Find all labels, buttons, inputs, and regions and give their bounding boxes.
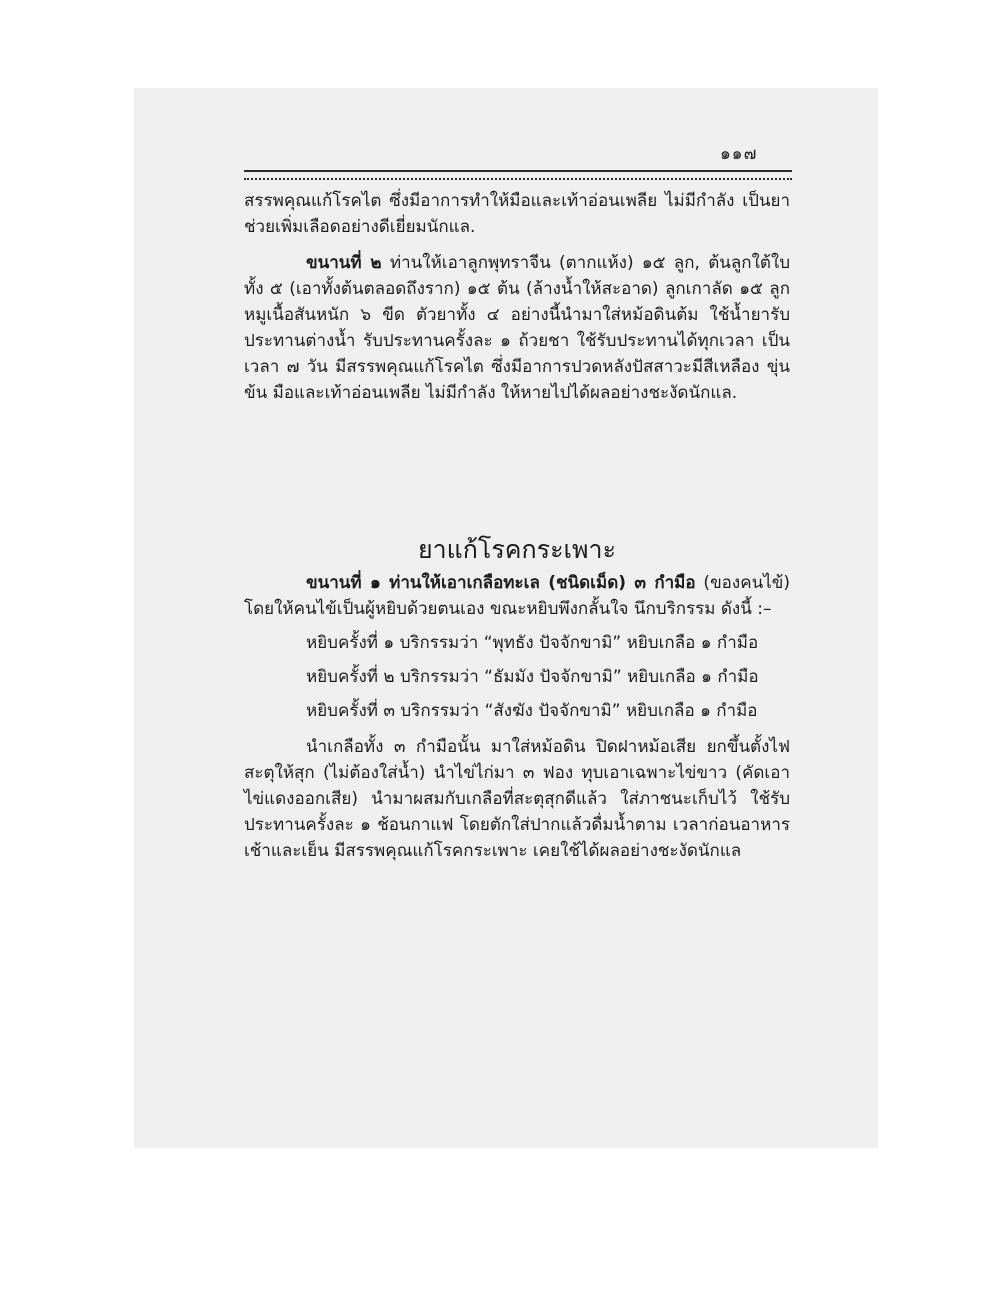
header-rule [244,170,792,180]
stomach-remedy-paragraph-2: นำเกลือทั้ง ๓ กำมือนั้น มาใส่หม้อดิน ปิดฝาหม้อเสีย ยกขึ้นตั้งไฟสะตุให้สุก (ไม่ต้องใส่น้ำ) นำไข่ไก่มา ๓ ฟอง ทุบเอาเฉพาะไข่ขาว (คัดเอาไข่แดงออกเสีย) นำมาผสมกับเกลือที่สะตุสุกดีแล้ว ใส่ภาชนะเก็บไว้ ใช้รับประทานครั้งละ ๑ ช้อนกาแฟ โดยตักใส่ปากแล้วดื่มน้ำตาม เวลาก่อนอาหารเช้าและเย็น มีสรรพคุณแก้โรคกระเพาะ เคยใช้ได้ผลอย่างชะงัดนักแล [244,737,790,861]
step-2: หยิบครั้งที่ ๒ บริกรรมว่า “ธัมมัง ปัจจักขามิ” หยิบเกลือ ๑ กำมือ [306,667,759,687]
recipe-number-label: ขนานที่ ๑ [306,573,381,593]
recipe-number-label: ขนานที่ ๒ [306,253,382,273]
stomach-remedy-section [244,570,790,864]
stomach-remedy-paragraph-1 [244,570,790,622]
recipe-1-ingredients: ท่านให้เอาเกลือทะเล (ชนิดเม็ด) ๓ กำมือ [380,573,696,593]
step-3: หยิบครั้งที่ ๓ บริกรรมว่า “สังฆัง ปัจจักขามิ” หยิบเกลือ ๑ กำมือ [306,701,758,721]
recipe-1-text: (ของคนไข้) โดยให้คนไข้เป็นผู้หยิบด้วยตนเอง ขณะหยิบพึงกลั้นใจ นึกบริกรรม ดังนี้ :– [244,573,790,619]
section-heading: ยาแก้โรคกระเพาะ [418,535,616,564]
kidney-remedy-paragraph-2 [244,250,790,406]
step-1: หยิบครั้งที่ ๑ บริกรรมว่า “พุทธัง ปัจจักขามิ” หยิบเกลือ ๑ กำมือ [306,633,759,653]
kidney-remedy-section [244,188,790,406]
recipe-2-text: ท่านให้เอาลูกพุทราจีน (ตากแห้ง) ๑๕ ลูก, ต้นลูกใต้ใบทั้ง ๕ (เอาทั้งต้นตลอดถึงราก) ๑๕ ต้น (ล้างน้ำให้สะอาด) ลูกเกาลัด ๑๕ ลูก หมูเนื้อสันหนัก ๖ ขีด ตัวยาทั้ง ๔ อย่างนี้นำมาใส่หม้อดินต้ม ใช้น้ำยารับประทานต่างน้ำ รับประทานครั้งละ ๑ ถ้วยชา ใช้รับประทานได้ทุกเวลา เป็นเวลา ๗ วัน มีสรรพคุณแก้โรคไต ซึ่งมีอาการปวดหลังปัสสาวะมีสีเหลือง ขุ่นข้น มือและเท้าอ่อนเพลีย ไม่มีกำลัง ให้หายไปได้ผลอย่างชะงัดนักแล. [244,253,791,403]
page-number: ๑๑๗ [720,144,758,164]
kidney-remedy-paragraph-1: สรรพคุณแก้โรคไต ซึ่งมีอาการทำให้มือและเท้าอ่อนเพลีย ไม่มีกำลัง เป็นยาช่วยเพิ่มเลือดอย่างดีเยี่ยมนักแล. [244,191,790,237]
